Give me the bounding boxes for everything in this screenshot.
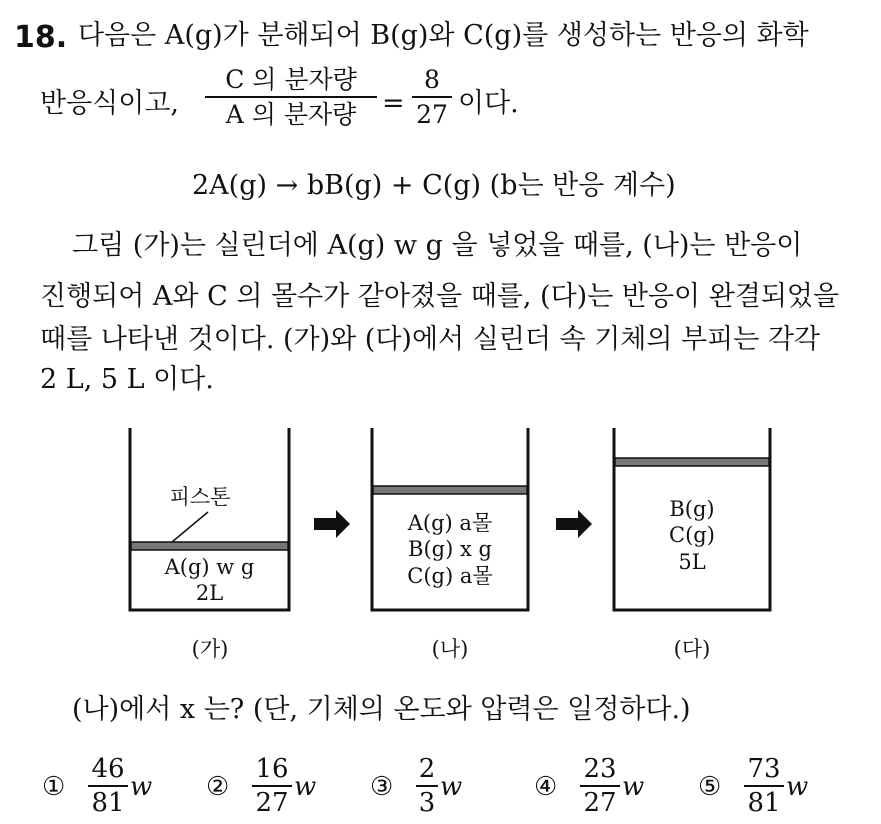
choice-marker: ② [206,772,230,802]
answer-choice-2[interactable] [206,752,366,822]
question-line-2-prefix: 반응식이고, [40,88,179,119]
cylinder-a-line-1: A(g) w g [164,555,255,579]
fraction-bar [744,785,784,787]
fraction-bar [205,96,377,98]
choice-fraction [88,756,128,816]
piston [615,458,769,466]
question-line-1: 다음은 A(g)가 분해되어 B(g)와 C(g)를 생성하는 반응의 화학 [78,20,809,51]
choice-fraction [416,756,438,816]
choice-fraction [252,756,292,816]
choice-denominator: 27 [583,788,617,818]
cylinder-b-line-1: A(g) a몰 [407,511,493,535]
choice-fraction [744,756,784,816]
caption-a: (가) [191,637,229,661]
caption-c: (다) [673,637,711,661]
answer-choice-3[interactable] [370,752,530,822]
paragraph-line-1: 그림 (가)는 실린더에 A(g) w g 을 넣었을 때를, (나)는 반응이 [72,230,803,261]
ratio-denominator: A 의 분자량 [225,100,357,129]
fraction-bar [88,785,128,787]
piston [131,542,288,550]
answer-choice-1[interactable] [42,752,202,822]
choice-variable: w [440,772,463,802]
choice-denominator: 81 [91,788,125,818]
choice-denominator: 3 [418,788,436,818]
cylinder-a-contents [132,554,287,607]
cylinder-c-line-1: B(g) [669,497,715,521]
choice-numerator: 2 [418,754,436,784]
choice-numerator: 73 [747,754,781,784]
question-line-2-suffix: 이다. [458,88,519,119]
choice-numerator: 16 [255,754,289,784]
paragraph-line-2: 진행되어 A와 C 의 몰수가 같아졌을 때를, (다)는 반응이 완결되었을 [40,281,840,312]
choice-numerator: 46 [91,754,125,784]
cylinder-b-contents [374,510,526,589]
cylinder-c-contents [616,496,768,575]
cylinder-a-line-2: 2L [195,581,224,606]
choice-variable: w [786,772,809,802]
ratio-value-numerator: 8 [424,65,440,94]
question-ask: (나)에서 x 는? (단, 기체의 온도와 압력은 일정하다.) [72,694,691,725]
choice-variable: w [622,772,645,802]
fraction-bar [412,96,452,98]
reaction-equation: 2A(g) → bB(g) + C(g) (b는 반응 계수) [192,170,676,201]
question-number: 18. [14,20,68,55]
ratio-value-denominator: 27 [416,100,448,129]
piston-label: 피스톤 [169,485,231,509]
molar-mass-ratio [205,67,377,127]
ratio-value [412,67,452,127]
fraction-bar [252,785,292,787]
fraction-bar [580,785,620,787]
answer-choice-4[interactable] [534,752,694,822]
cylinder-c-line-3: 5L [678,549,706,574]
cylinder-b-line-2: B(g) x g [408,537,492,562]
choice-denominator: 81 [747,788,781,818]
choice-variable: w [294,772,317,802]
ratio-numerator: C 의 분자량 [225,65,357,94]
choice-variable: w [130,772,153,802]
cylinder-c-line-2: C(g) [669,523,715,548]
fraction-bar [416,785,438,787]
piston-leader-line [172,512,208,542]
choice-marker: ③ [370,772,394,802]
right-arrow-icon [556,510,592,538]
choice-denominator: 27 [255,788,289,818]
choice-numerator: 23 [583,754,617,784]
right-arrow-icon [314,510,350,538]
paragraph-line-4: 2 L, 5 L 이다. [40,364,214,395]
choice-marker: ① [42,772,66,802]
equals-sign: = [382,88,405,119]
answer-choice-5[interactable] [698,752,858,822]
piston [373,486,527,494]
choice-marker: ④ [534,772,558,802]
caption-b: (나) [431,637,469,661]
cylinder-b-line-3: C(g) a몰 [407,563,493,588]
choice-fraction [580,756,620,816]
choice-marker: ⑤ [698,772,722,802]
paragraph-line-3: 때를 나타낸 것이다. (가)와 (다)에서 실린더 속 기체의 부피는 각각 [40,324,821,355]
